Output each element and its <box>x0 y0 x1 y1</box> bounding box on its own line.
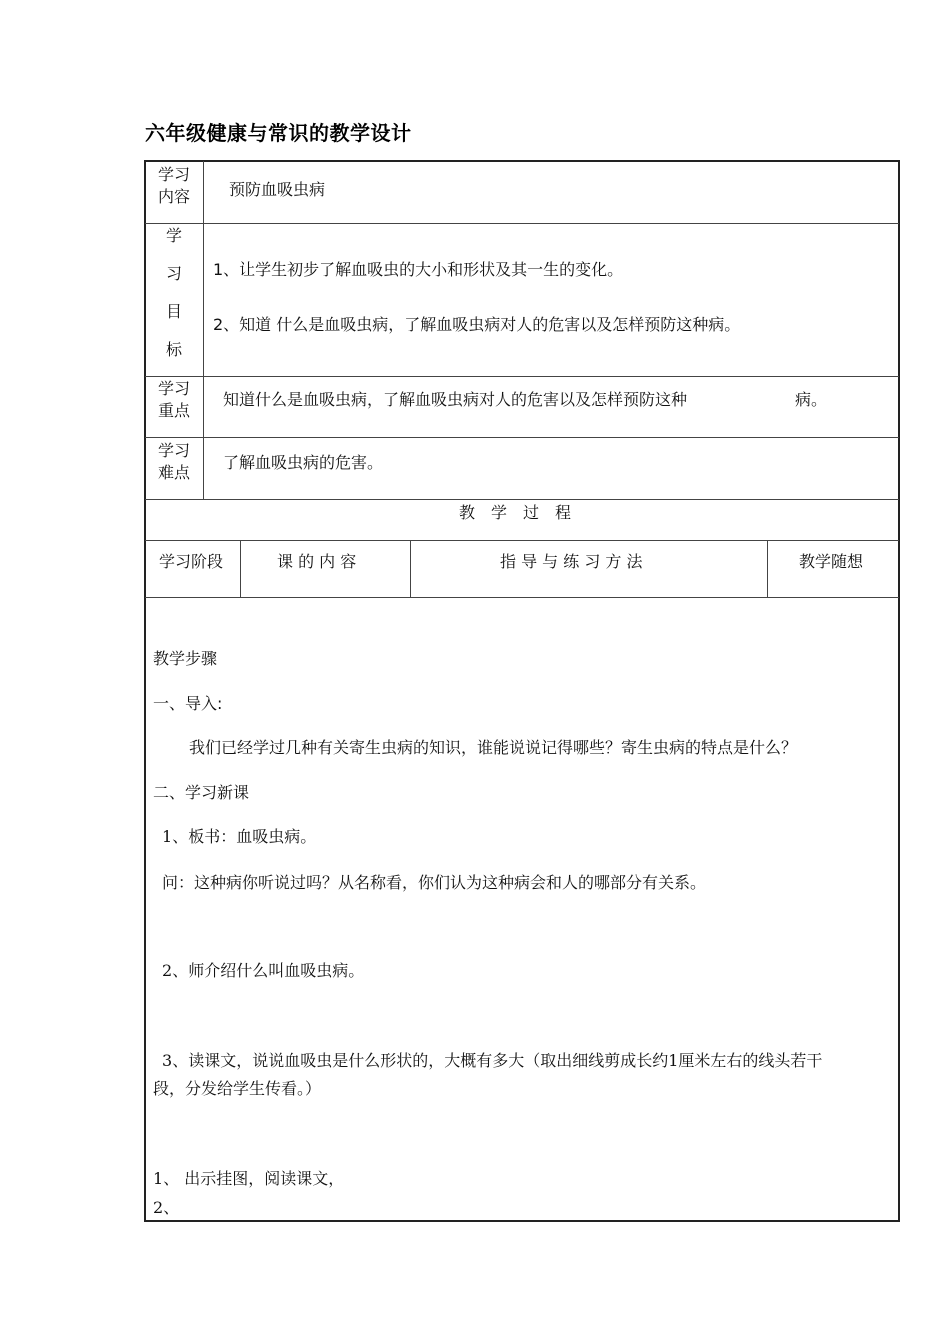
process-header: 教 学 过 程 <box>459 503 572 522</box>
goals-label-char: 目 <box>165 302 182 321</box>
content-label: 学习 内容 <box>157 165 190 206</box>
key-points-value: 知道什么是血吸虫病，了解血吸虫病对人的危害以及怎样预防这种 <box>223 390 688 409</box>
content-value: 预防血吸虫病 <box>229 180 326 199</box>
difficulty-label: 学习 难点 <box>157 441 190 482</box>
steps-heading: 教学步骤 <box>153 649 218 668</box>
row-divider <box>145 540 899 541</box>
goal-item: 2、知道 什么是血吸虫病，了解血吸虫病对人的危害以及怎样预防这种病。 <box>213 315 741 334</box>
step-item-2 <box>162 960 364 982</box>
key-points-value-end: 病。 <box>795 390 828 409</box>
sub-number: 2 <box>153 1198 164 1217</box>
intro-heading: 一、导入: <box>153 694 223 713</box>
column-header-reflection: 教学随想 <box>799 552 864 571</box>
column-divider <box>203 161 204 499</box>
step-text: 、板书：血吸虫病。 <box>172 827 317 846</box>
goals-label-char: 习 <box>165 264 182 283</box>
column-header-stage: 学习阶段 <box>159 552 224 571</box>
step-text: 、师介绍什么叫血吸虫病。 <box>172 961 365 980</box>
new-lesson-heading: 二、学习新课 <box>153 783 250 802</box>
row-divider <box>145 223 899 224</box>
column-divider <box>410 540 411 597</box>
step-number: 1 <box>162 827 173 846</box>
row-divider <box>145 376 899 377</box>
sub-item-1 <box>153 1168 344 1190</box>
goals-label-char: 标 <box>165 340 182 359</box>
step-number: 3 <box>162 1051 173 1070</box>
sub-item-2 <box>153 1197 179 1219</box>
key-points-label: 学习 重点 <box>157 379 190 420</box>
step-item-3-continued: 段，分发给学生传看。） <box>153 1079 322 1098</box>
sub-number: 1 <box>153 1169 164 1188</box>
goals-label <box>146 217 202 369</box>
step-number-inline: 1 <box>668 1051 679 1070</box>
goals-label-char: 学 <box>165 226 182 245</box>
row-divider <box>145 597 899 598</box>
step-text: 厘米左右的线头若干 <box>678 1051 823 1070</box>
difficulty-value: 了解血吸虫病的危害。 <box>223 453 384 472</box>
intro-text: 我们已经学过几种有关寄生虫病的知识，谁能说说记得哪些？寄生虫病的特点是什么？ <box>189 738 798 757</box>
column-header-method: 指 导 与 练 习 方 法 <box>500 552 643 571</box>
column-divider <box>240 540 241 597</box>
column-divider <box>767 540 768 597</box>
sub-text: 、 <box>163 1198 180 1217</box>
question-text: 问：这种病你听说过吗？从名称看，你们认为这种病会和人的哪部分有关系。 <box>162 873 707 892</box>
step-item-3 <box>162 1050 822 1072</box>
step-number: 2 <box>162 961 173 980</box>
step-item-1 <box>162 826 316 848</box>
step-text: 、读课文，说说血吸虫是什么形状的，大概有多大（取出细线剪成长约 <box>172 1051 669 1070</box>
goal-item: 1、让学生初步了解血吸虫的大小和形状及其一生的变化。 <box>213 260 624 279</box>
document-title: 六年级健康与常识的教学设计 <box>145 121 412 145</box>
column-header-content: 课 的 内 容 <box>277 552 357 571</box>
row-divider <box>145 499 899 500</box>
row-divider <box>145 437 899 438</box>
sub-text: 、 出示挂图，阅读课文， <box>163 1169 345 1188</box>
